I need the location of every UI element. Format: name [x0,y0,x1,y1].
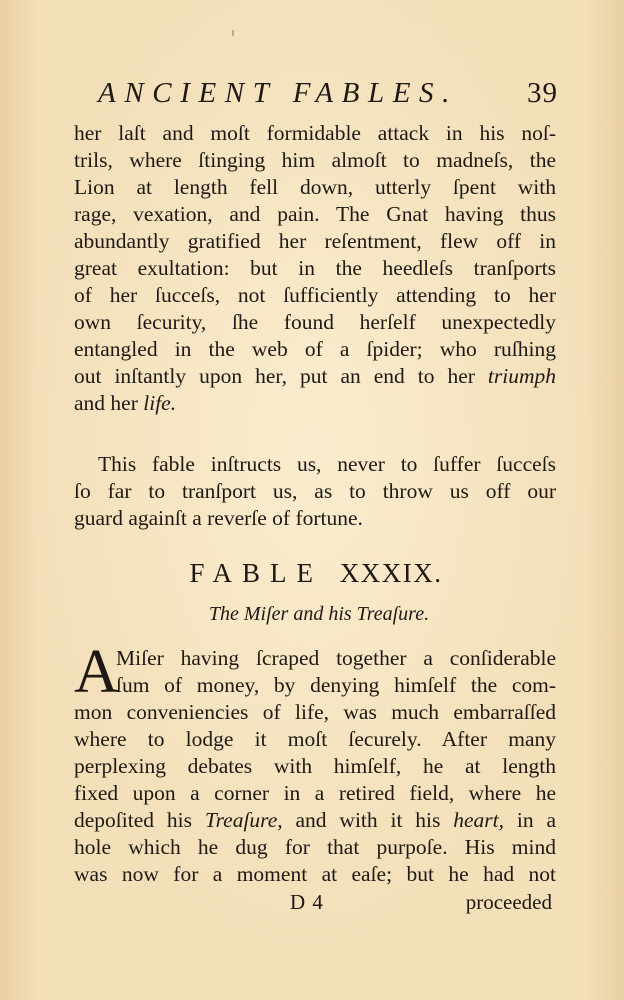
page-number: 39 [527,77,558,109]
text-line [74,390,556,417]
text-line: her laſt and moſt formidable attack in his noſ- [74,121,556,145]
text-run: and her [74,391,138,415]
text-line: mon conveniencies of life, was much embarraſſed [74,700,556,724]
text-run: in a [516,808,556,832]
running-title: ANCIENT FABLES. [98,77,458,109]
page-speck [232,30,234,36]
text-line: great exultation: but in the heedleſs tranſports [74,256,556,280]
fable-heading [0,558,624,589]
text-run: out inſtantly upon her, put an end to her [74,364,475,388]
text-line: hole which he dug for that purpoſe. His mind [74,835,556,859]
fable-subtitle [0,603,624,626]
text-run: and with it his [295,808,441,832]
text-line: ſum of money, by denying himſelf the com- [116,673,556,697]
catchword: proceeded [465,890,552,914]
text-line: fixed upon a corner in a retired field, where he [74,781,556,805]
paragraph-miser [74,638,556,888]
text-line: entangled in the web of a ſpider; who ruſhing [74,337,556,361]
text-run: depoſited his [74,808,192,832]
text-line: rage, vexation, and pain. The Gnat having thus [74,202,556,226]
text-line: Miſer having ſcraped together a conſiderable [116,646,556,670]
subtitle-part: Treaſure. [356,603,430,625]
italic-word: heart, [453,808,505,832]
text-line: This fable inſtructs us, never to ſuffer ſucceſs [98,452,556,476]
text-line [74,363,556,390]
fable-numeral: XXXIX. [339,558,443,588]
paragraph-gnat-conclusion [74,120,556,417]
running-header [98,76,558,110]
text-line: was now for a moment at eaſe; but he had not [74,862,556,886]
text-line [74,807,556,834]
paragraph-moral [74,451,556,532]
fable-label: FABLE [189,558,323,588]
signature-mark: D 4 [290,890,324,914]
drop-cap: A [74,638,119,706]
text-line: ſo far to tranſport us, as to throw us off our [74,479,556,503]
page-footer [0,890,624,918]
text-line: abundantly gratified her reſentment, flew off in [74,229,556,253]
text-line: perplexing debates with himſelf, he at length [74,754,556,778]
italic-word: Treaſure, [204,808,283,832]
subtitle-part: and his [288,603,357,625]
text-line: of her ſucceſs, not ſufficiently attending to her [74,283,556,307]
italic-word: life. [143,391,177,415]
italic-word: triumph [487,364,556,388]
text-line: Lion at length fell down, utterly ſpent with [74,175,556,199]
text-line: guard againſt a reverſe of fortune. [74,506,363,530]
text-line: own ſecurity, ſhe found herſelf unexpectedly [74,310,556,334]
subtitle-part: The Miſer [208,603,289,625]
text-line: where to lodge it moſt ſecurely. After many [74,727,556,751]
text-line: trils, where ſtinging him almoſt to madneſs, the [74,148,556,172]
